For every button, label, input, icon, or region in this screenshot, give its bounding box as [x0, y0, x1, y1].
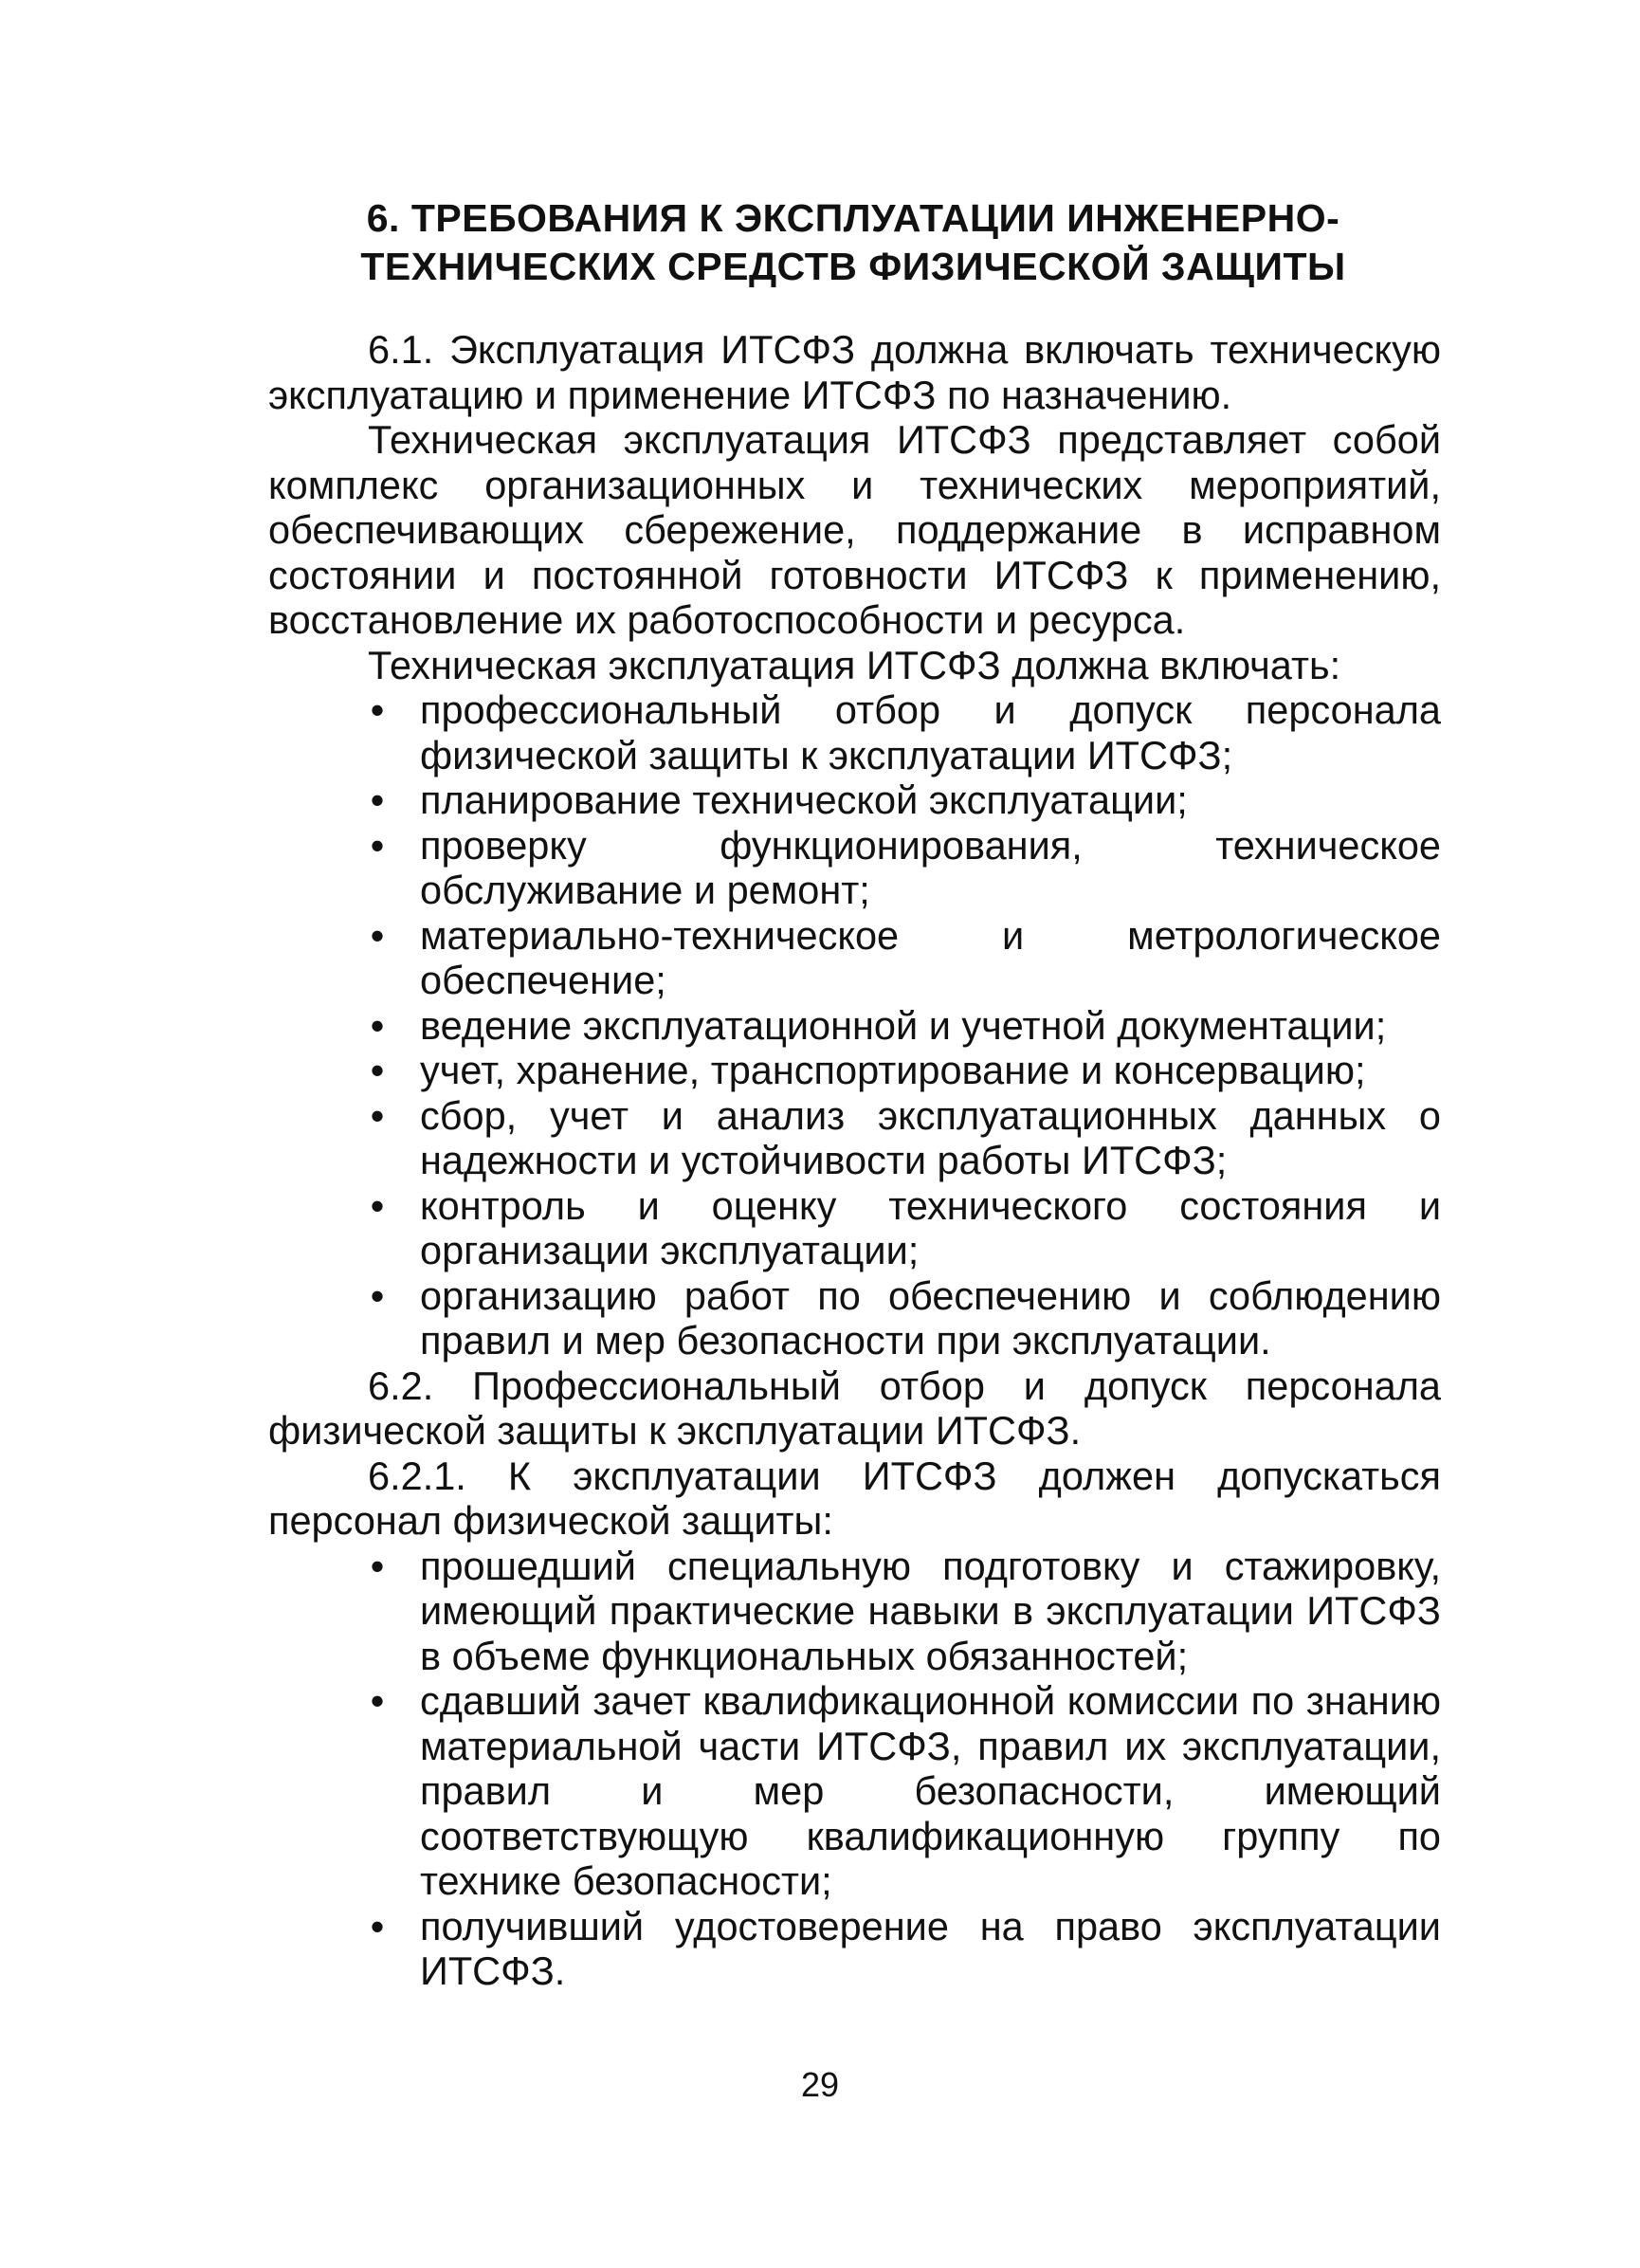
paragraph-technical-exploitation: Техническая эксплуатация ИТСФЗ представляет собой комплекс организационных и технических мероприятий, обеспечивающих сбережение, поддержание в исправном состоянии и постоянной готовности ИТСФЗ к применению, восстановление их работоспособности и ресурса.: [268, 417, 1441, 642]
page-number: 29: [800, 2065, 840, 2104]
bullet-icon: •: [370, 1543, 385, 1588]
list-item: • планирование технической эксплуатации;: [268, 777, 1441, 823]
list-item: • проверку функционирования, техническое обслуживание и ремонт;: [268, 823, 1441, 913]
body-text: [268, 327, 1441, 1994]
bullet-icon: •: [370, 822, 385, 868]
bullet-icon: •: [370, 1678, 385, 1723]
list-item: • получивший удостоверение на право эксплуатации ИТСФЗ.: [268, 1904, 1441, 1994]
list-item: • организацию работ по обеспечению и соблюдению правил и мер безопасности при эксплуатации.: [268, 1273, 1441, 1363]
paragraph-6-1: 6.1. Эксплуатация ИТСФЗ должна включать техническую эксплуатацию и применение ИТСФЗ по назначению.: [268, 327, 1441, 417]
personnel-list: [268, 1544, 1441, 1994]
list-item: • ведение эксплуатационной и учетной документации;: [268, 1003, 1441, 1049]
section-heading: [265, 194, 1441, 291]
bullet-icon: •: [370, 1272, 385, 1318]
bullet-icon: •: [370, 1092, 385, 1138]
paragraph-6-2: 6.2. Профессиональный отбор и допуск персонала физической защиты к эксплуатации ИТСФЗ.: [268, 1363, 1441, 1453]
list-item: • учет, хранение, транспортирование и консервацию;: [268, 1048, 1441, 1093]
list-item: • контроль и оценку технического состояния и организации эксплуатации;: [268, 1183, 1441, 1273]
list-item: • прошедший специальную подготовку и стажировку, имеющий практические навыки в эксплуатации ИТСФЗ в объеме функциональных обязанностей;: [268, 1544, 1441, 1679]
list-item: • профессиональный отбор и допуск персонала физической защиты к эксплуатации ИТСФЗ;: [268, 687, 1441, 777]
bullet-icon: •: [370, 1182, 385, 1228]
paragraph-should-include: Техническая эксплуатация ИТСФЗ должна включать:: [368, 642, 1341, 687]
bullet-icon: •: [370, 687, 385, 732]
bullet-icon: •: [370, 1903, 385, 1948]
list-item: • сбор, учет и анализ эксплуатационных данных о надежности и устойчивости работы ИТСФЗ;: [268, 1093, 1441, 1183]
list-item: • сдавший зачет квалификационной комиссии по знанию материальной части ИТСФЗ, правил их эксплуатации, правил и мер безопасности, имеющий соответствующую квалификационную группу по технике безопасности;: [268, 1678, 1441, 1904]
list-item: • материально-техническое и метрологическое обеспечение;: [268, 913, 1441, 1003]
heading-line-1: 6. ТРЕБОВАНИЯ К ЭКСПЛУАТАЦИИ ИНЖЕНЕРНО-: [366, 196, 1340, 240]
heading-line-2: ТЕХНИЧЕСКИХ СРЕДСТВ ФИЗИЧЕСКОЙ ЗАЩИТЫ: [360, 245, 1346, 288]
bullet-icon: •: [370, 1002, 385, 1048]
paragraph-6-2-1: 6.2.1. К эксплуатации ИТСФЗ должен допускаться персонал физической защиты:: [268, 1453, 1441, 1543]
exploitation-list: [268, 687, 1441, 1363]
bullet-icon: •: [370, 777, 385, 822]
bullet-icon: •: [370, 1048, 385, 1092]
bullet-icon: •: [370, 912, 385, 958]
